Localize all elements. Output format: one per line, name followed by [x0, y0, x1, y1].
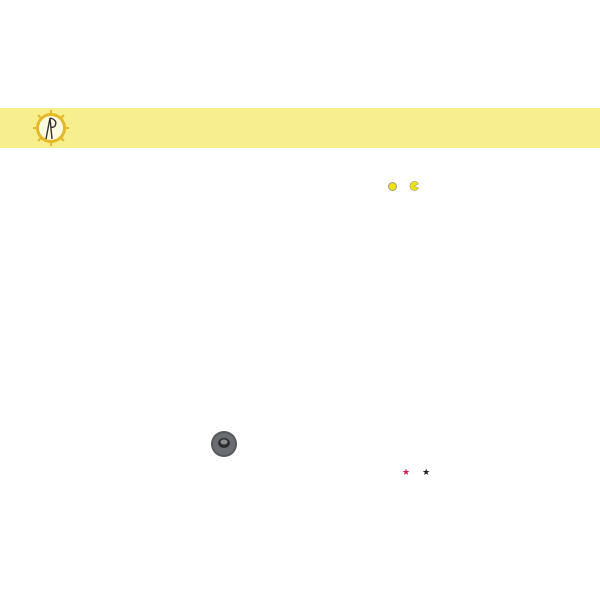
normal-condition-icon [409, 181, 419, 191]
insert-photo [210, 430, 238, 458]
condition-legend [388, 181, 423, 191]
page-banner [0, 108, 600, 148]
available-star-icon: ★ [422, 468, 431, 478]
compass-gear-logo-icon [33, 109, 69, 147]
recommended-star-icon: ★ [402, 468, 411, 478]
grade-legend [402, 469, 434, 478]
good-condition-icon [388, 182, 397, 191]
